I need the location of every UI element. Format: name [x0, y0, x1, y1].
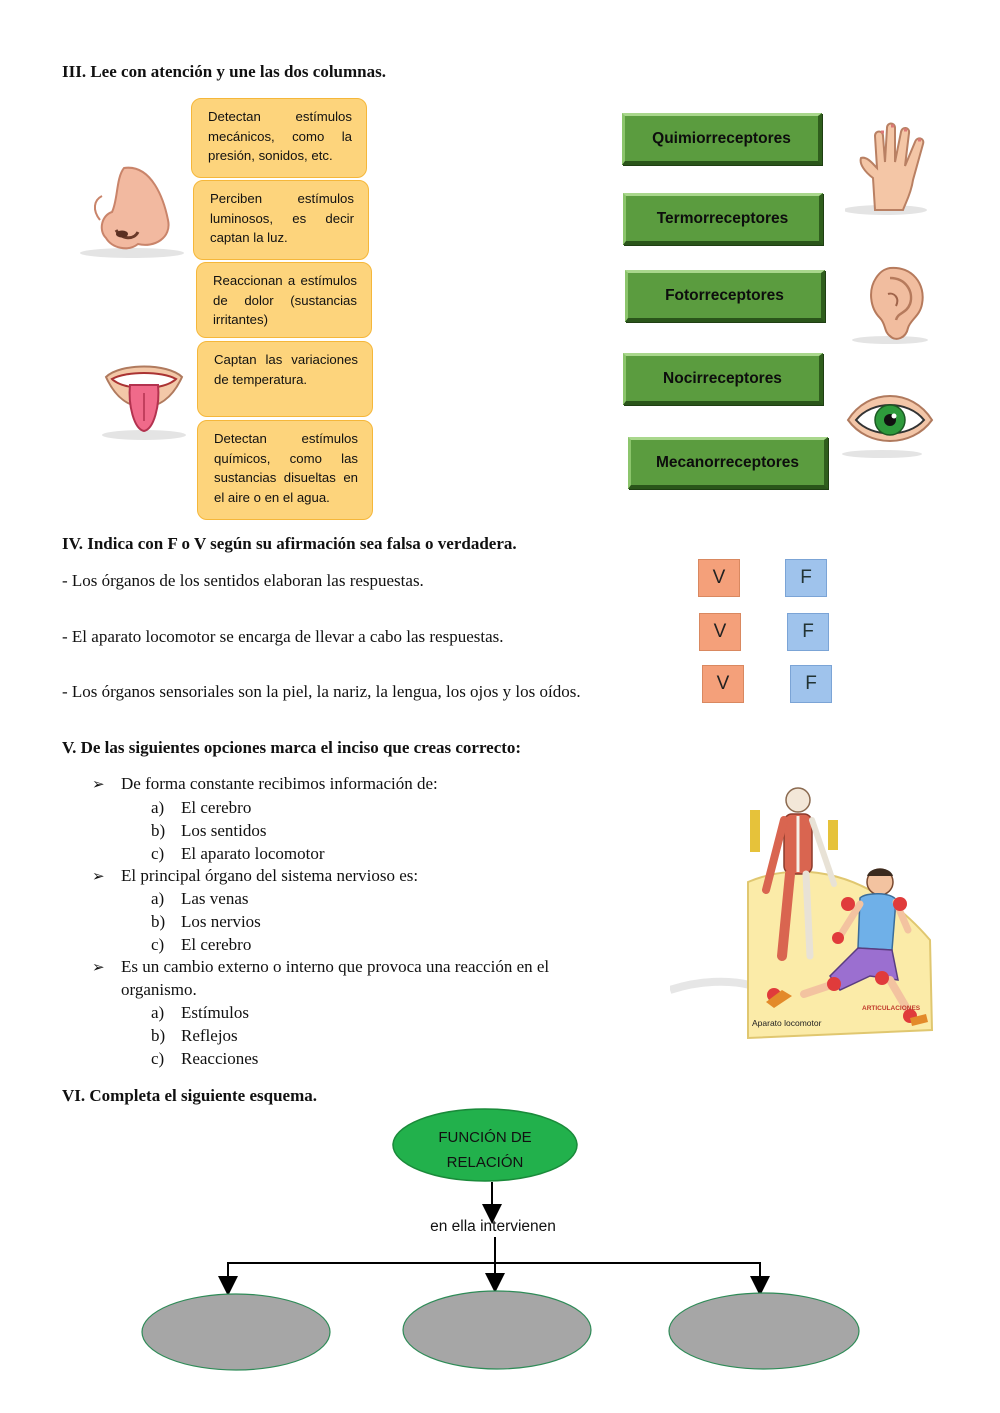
bullet-arrow-icon: ➢ [92, 869, 105, 885]
false-button-1[interactable]: F [785, 559, 827, 597]
blank-node-1[interactable] [142, 1294, 330, 1370]
false-button-3[interactable]: F [790, 665, 832, 703]
true-button-2[interactable]: V [699, 613, 741, 651]
option-letter: b) [151, 912, 166, 931]
receptor-mecanorreceptores[interactable]: Mecanorreceptores [628, 437, 828, 489]
q1-option-b[interactable]: Los sentidos [181, 821, 267, 840]
q2-option-c[interactable]: El cerebro [181, 935, 252, 954]
option-letter: b) [151, 1026, 166, 1045]
question-3-line-2: organismo. [121, 980, 197, 999]
blank-node-2[interactable] [403, 1291, 591, 1369]
ear-icon [850, 262, 935, 347]
statement-3: - Los órganos sensoriales son la piel, la nariz, la lengua, los ojos y los oídos. [62, 682, 581, 701]
question-3-line-1: Es un cambio externo o interno que provoca una reacción en el [121, 957, 550, 976]
q1-option-c[interactable]: El aparato locomotor [181, 844, 325, 863]
bullet-arrow-icon: ➢ [92, 777, 105, 793]
aparato-locomotor-caption: Aparato locomotor [752, 1018, 822, 1028]
option-letter: b) [151, 821, 166, 840]
statement-1: - Los órganos de los sentidos elaboran las respuestas. [62, 571, 424, 590]
blank-node-3[interactable] [669, 1293, 859, 1369]
true-button-1[interactable]: V [698, 559, 740, 597]
description-card-pain[interactable]: Reaccionan a estímulos de dolor (sustancias irritantes) [196, 262, 372, 338]
question-1: De forma constante recibimos información de: [121, 774, 438, 793]
question-2: El principal órgano del sistema nervioso es: [121, 866, 419, 885]
q2-option-b[interactable]: Los nervios [181, 912, 261, 931]
root-node-label-line1: FUNCIÓN DE [438, 1129, 532, 1146]
hand-icon [845, 118, 940, 218]
option-letter: c) [151, 844, 165, 863]
description-card-light[interactable]: Perciben estímulos luminosos, es decir captan la luz. [193, 180, 369, 260]
q3-option-b[interactable]: Reflejos [181, 1026, 238, 1045]
statement-2: - El aparato locomotor se encarga de llevar a cabo las respuestas. [62, 627, 504, 646]
section-3-heading: III. Lee con atención y une las dos columnas. [62, 62, 386, 81]
relation-function-diagram [0, 1100, 1000, 1400]
option-letter: c) [151, 1049, 165, 1068]
option-letter: a) [151, 798, 165, 817]
q3-option-a[interactable]: Estímulos [181, 1003, 250, 1022]
q1-option-a[interactable]: El cerebro [181, 798, 252, 817]
true-button-3[interactable]: V [702, 665, 744, 703]
receptor-fotorreceptores[interactable]: Fotorreceptores [625, 270, 825, 322]
root-node-label-line2: RELACIÓN [446, 1154, 524, 1171]
eye-icon [842, 380, 937, 460]
section-5-heading: V. De las siguientes opciones marca el inciso que creas correcto: [62, 738, 522, 757]
q2-option-a[interactable]: Las venas [181, 889, 249, 908]
section-4-heading: IV. Indica con F o V según su afirmación sea falsa o verdadera. [62, 534, 517, 553]
locomotor-system-illustration [670, 780, 940, 1042]
mouth-tongue-icon [98, 355, 193, 445]
false-button-2[interactable]: F [787, 613, 829, 651]
nose-icon [72, 160, 187, 260]
description-card-temperature[interactable]: Captan las variaciones de temperatura. [197, 341, 373, 417]
q3-option-c[interactable]: Reacciones [181, 1049, 259, 1068]
receptor-quimiorreceptores[interactable]: Quimiorreceptores [622, 113, 822, 165]
option-letter: a) [151, 1003, 165, 1022]
option-letter: c) [151, 935, 165, 954]
receptor-termorreceptores[interactable]: Termorreceptores [623, 193, 823, 245]
bullet-arrow-icon: ➢ [92, 960, 105, 976]
description-card-mechanical[interactable]: Detectan estímulos mecánicos, como la presión, sonidos, etc. [191, 98, 367, 178]
articulaciones-label: ARTICULACIONES [862, 1005, 921, 1012]
receptor-nocirreceptores[interactable]: Nocirreceptores [623, 353, 823, 405]
description-card-chemical[interactable]: Detectan estímulos químicos, como las sustancias disueltas en el aire o en el agua. [197, 420, 373, 520]
connector-label: en ella intervienen [430, 1218, 556, 1235]
option-letter: a) [151, 889, 165, 908]
section-6-heading: VI. Completa el siguiente esquema. [62, 1086, 317, 1105]
